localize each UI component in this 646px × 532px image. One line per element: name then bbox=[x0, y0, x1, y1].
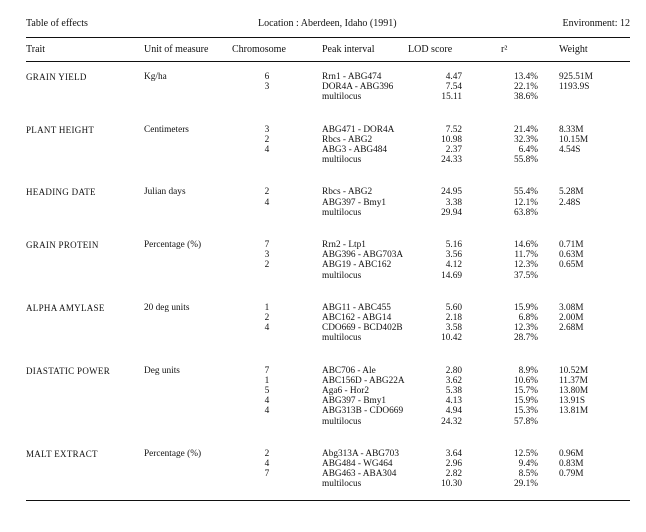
peak-interval-cell: ABG463 - ABA304 bbox=[322, 469, 397, 480]
peak-interval-cell: DOR4A - ABG396 bbox=[322, 82, 394, 93]
weight-cell: 10.52M bbox=[559, 365, 589, 376]
unit-of-measure: Julian days bbox=[144, 187, 186, 198]
lod-score-cell: 24.33 bbox=[441, 155, 462, 166]
r-squared-cell: 55.8% bbox=[513, 155, 538, 166]
lod-score-cell: 5.38 bbox=[445, 385, 462, 396]
chromosome-cell: 1 bbox=[264, 375, 270, 386]
trait-name: GRAIN YIELD bbox=[26, 72, 87, 82]
weight-cell: 13.91S bbox=[559, 396, 586, 407]
table-row bbox=[26, 376, 630, 386]
peak-interval-cell: ABG3 - ABG484 bbox=[322, 144, 388, 155]
document-header bbox=[26, 18, 630, 32]
trait-name: GRAIN PROTEIN bbox=[26, 240, 99, 250]
lod-score-cell: 14.69 bbox=[441, 270, 462, 281]
peak-interval-cell: Rbcs - ABG2 bbox=[322, 187, 373, 198]
r-squared-cell: 15.7% bbox=[513, 385, 538, 396]
r-squared-cell: 29.1% bbox=[513, 479, 538, 490]
unit-of-measure: Percentage (%) bbox=[144, 240, 202, 250]
table-row bbox=[26, 303, 630, 313]
chromosome-cell: 2 bbox=[264, 260, 270, 271]
r-squared-cell: 15.9% bbox=[513, 396, 538, 407]
lod-score-cell: 4.12 bbox=[445, 260, 462, 271]
multilocus-row bbox=[26, 92, 630, 102]
peak-interval-cell: Aga6 - Hor2 bbox=[322, 385, 369, 396]
lod-score-cell: 10.98 bbox=[441, 134, 462, 145]
r-squared-cell: 6.8% bbox=[518, 312, 538, 323]
weight-cell: 13.81M bbox=[559, 406, 589, 417]
chromosome-cell: 2 bbox=[264, 134, 270, 145]
peak-interval-cell: Rrn2 - Ltp1 bbox=[322, 240, 366, 250]
r-squared-cell: 12.3% bbox=[513, 260, 538, 271]
trait-group bbox=[26, 303, 630, 344]
table-row bbox=[26, 406, 630, 416]
weight-cell: 0.63M bbox=[559, 250, 584, 261]
table-row bbox=[26, 187, 630, 197]
table-row bbox=[26, 82, 630, 92]
lod-score-cell: 2.37 bbox=[445, 144, 462, 155]
weight-cell: 8.33M bbox=[559, 124, 584, 135]
chromosome-cell: 3 bbox=[264, 82, 270, 93]
unit-of-measure: Percentage (%) bbox=[144, 448, 202, 459]
r-squared-cell: 14.6% bbox=[513, 240, 538, 250]
weight-cell: 0.79M bbox=[559, 469, 584, 480]
column-header-row bbox=[26, 44, 630, 58]
weight-cell: 0.83M bbox=[559, 458, 584, 469]
lod-score-cell: 4.47 bbox=[445, 72, 462, 82]
chromosome-cell: 3 bbox=[264, 250, 270, 261]
weight-cell: 1193.9S bbox=[559, 82, 590, 93]
r-squared-cell: 8.9% bbox=[518, 365, 538, 376]
unit-of-measure: Kg/ha bbox=[144, 72, 167, 82]
chromosome-cell: 6 bbox=[264, 72, 270, 82]
table-row bbox=[26, 323, 630, 333]
lod-score-cell: 2.18 bbox=[445, 312, 462, 323]
lod-score-cell: 10.30 bbox=[441, 479, 462, 490]
lod-score-cell: 3.58 bbox=[445, 323, 462, 334]
multilocus-row bbox=[26, 155, 630, 165]
peak-interval-cell: Rrn1 - ABG474 bbox=[322, 72, 382, 82]
multilocus-row bbox=[26, 271, 630, 281]
peak-interval-cell: ABG396 - ABG703A bbox=[322, 250, 404, 261]
r-squared-cell: 15.3% bbox=[513, 406, 538, 417]
table-row bbox=[26, 469, 630, 479]
peak-interval-cell: multilocus bbox=[322, 333, 362, 344]
chromosome-cell: 4 bbox=[264, 323, 270, 334]
trait-group bbox=[26, 187, 630, 218]
lod-score-cell: 5.16 bbox=[445, 240, 462, 250]
weight-cell: 4.54S bbox=[559, 144, 581, 155]
r-squared-cell: 63.8% bbox=[513, 207, 538, 218]
multilocus-row bbox=[26, 479, 630, 489]
r-squared-cell: 32.3% bbox=[513, 134, 538, 145]
r-squared-cell: 11.7% bbox=[514, 250, 538, 261]
table-row bbox=[26, 260, 630, 270]
table-row bbox=[26, 366, 630, 376]
weight-cell: 2.00M bbox=[559, 312, 584, 323]
r-squared-cell: 12.5% bbox=[513, 448, 538, 459]
r-squared-cell: 10.6% bbox=[513, 375, 538, 386]
weight-cell: 2.68M bbox=[559, 323, 584, 334]
weight-cell: 0.65M bbox=[559, 260, 584, 271]
chromosome-cell: 4 bbox=[264, 144, 270, 155]
r-squared-cell: 15.9% bbox=[513, 302, 538, 313]
lod-score-cell: 3.56 bbox=[445, 250, 462, 261]
top-rule bbox=[26, 37, 630, 38]
lod-score-cell: 4.13 bbox=[445, 396, 462, 407]
weight-cell: 3.08M bbox=[559, 302, 584, 313]
peak-interval-cell: multilocus bbox=[322, 92, 362, 103]
trait-group bbox=[26, 449, 630, 490]
column-header-chromosome: Chromosome bbox=[232, 44, 286, 55]
trait-name: ALPHA AMYLASE bbox=[26, 302, 105, 313]
table-row bbox=[26, 449, 630, 459]
table-row bbox=[26, 72, 630, 82]
table-row bbox=[26, 198, 630, 208]
trait-name: PLANT HEIGHT bbox=[26, 124, 95, 135]
chromosome-cell: 4 bbox=[264, 197, 270, 208]
peak-interval-cell: ABG484 - WG464 bbox=[322, 458, 393, 469]
table-row bbox=[26, 125, 630, 135]
lod-score-cell: 7.54 bbox=[445, 82, 462, 93]
column-header-weight: Weight bbox=[559, 44, 588, 55]
column-header-peak-interval: Peak interval bbox=[322, 44, 375, 55]
peak-interval-cell: ABG313B - CDO669 bbox=[322, 406, 404, 417]
chromosome-cell: 2 bbox=[264, 448, 270, 459]
lod-score-cell: 24.95 bbox=[441, 187, 462, 198]
peak-interval-cell: multilocus bbox=[322, 416, 362, 427]
r-squared-cell: 22.1% bbox=[513, 82, 538, 93]
peak-interval-cell: ABG397 - Bmy1 bbox=[322, 396, 387, 407]
trait-group bbox=[26, 125, 630, 166]
table-row bbox=[26, 459, 630, 469]
trait-group bbox=[26, 366, 630, 427]
chromosome-cell: 2 bbox=[264, 312, 270, 323]
r-squared-cell: 28.7% bbox=[513, 333, 538, 344]
table-row bbox=[26, 313, 630, 323]
peak-interval-cell: ABG471 - DOR4A bbox=[322, 124, 395, 135]
r-squared-cell: 9.4% bbox=[518, 458, 538, 469]
peak-interval-cell: Abg313A - ABG703 bbox=[322, 448, 399, 459]
column-header-trait: Trait bbox=[26, 44, 46, 55]
column-header-r-squared: r² bbox=[501, 44, 508, 55]
bottom-rule bbox=[26, 500, 630, 501]
lod-score-cell: 10.42 bbox=[441, 333, 462, 344]
r-squared-cell: 6.4% bbox=[518, 144, 538, 155]
weight-cell: 10.15M bbox=[559, 134, 589, 145]
peak-interval-cell: ABG11 - ABC455 bbox=[322, 302, 391, 313]
location-label: Location : Aberdeen, Idaho (1991) bbox=[258, 18, 397, 29]
chromosome-cell: 1 bbox=[264, 302, 270, 313]
table-row bbox=[26, 135, 630, 145]
chromosome-cell: 2 bbox=[264, 187, 270, 198]
weight-cell: 925.51M bbox=[559, 72, 593, 82]
peak-interval-cell: ABC156D - ABG22A bbox=[322, 375, 405, 386]
chromosome-cell: 5 bbox=[264, 385, 270, 396]
r-squared-cell: 13.4% bbox=[513, 72, 538, 82]
r-squared-cell: 21.4% bbox=[513, 124, 538, 135]
chromosome-cell: 7 bbox=[264, 365, 270, 376]
unit-of-measure: 20 deg units bbox=[144, 302, 190, 313]
peak-interval-cell: ABC706 - Ale bbox=[322, 365, 376, 376]
weight-cell: 11.37M bbox=[559, 375, 588, 386]
r-squared-cell: 12.3% bbox=[513, 323, 538, 334]
lod-score-cell: 15.11 bbox=[441, 92, 462, 103]
chromosome-cell: 4 bbox=[264, 396, 270, 407]
table-row bbox=[26, 240, 630, 250]
r-squared-cell: 8.5% bbox=[518, 469, 538, 480]
peak-interval-cell: multilocus bbox=[322, 479, 362, 490]
chromosome-cell: 7 bbox=[264, 240, 270, 250]
weight-cell: 0.96M bbox=[559, 448, 584, 459]
chromosome-cell: 4 bbox=[264, 458, 270, 469]
column-header-lod-score: LOD score bbox=[408, 44, 453, 55]
lod-score-cell: 3.38 bbox=[445, 197, 462, 208]
peak-interval-cell: multilocus bbox=[322, 270, 362, 281]
trait-group bbox=[26, 72, 630, 103]
peak-interval-cell: ABC162 - ABG14 bbox=[322, 312, 392, 323]
peak-interval-cell: multilocus bbox=[322, 207, 362, 218]
weight-cell: 2.48S bbox=[559, 197, 581, 208]
table-row bbox=[26, 250, 630, 260]
column-header-unit: Unit of measure bbox=[144, 44, 209, 55]
trait-name: MALT EXTRACT bbox=[26, 448, 98, 459]
r-squared-cell: 37.5% bbox=[513, 270, 538, 281]
table-row bbox=[26, 386, 630, 396]
peak-interval-cell: multilocus bbox=[322, 155, 362, 166]
chromosome-cell: 4 bbox=[264, 406, 270, 417]
peak-interval-cell: Rbcs - ABG2 bbox=[322, 134, 373, 145]
weight-cell: 5.28M bbox=[559, 187, 584, 198]
weight-cell: 0.71M bbox=[559, 240, 584, 250]
environment-label: Environment: 12 bbox=[562, 18, 630, 29]
lod-score-cell: 5.60 bbox=[445, 302, 462, 313]
lod-score-cell: 2.96 bbox=[445, 458, 462, 469]
lod-score-cell: 7.52 bbox=[445, 124, 462, 135]
lod-score-cell: 3.64 bbox=[445, 448, 462, 459]
header-rule bbox=[26, 61, 630, 62]
r-squared-cell: 57.8% bbox=[513, 416, 538, 427]
lod-score-cell: 24.32 bbox=[441, 416, 462, 427]
r-squared-cell: 55.4% bbox=[513, 187, 538, 198]
multilocus-row bbox=[26, 417, 630, 427]
lod-score-cell: 3.62 bbox=[445, 375, 462, 386]
multilocus-row bbox=[26, 333, 630, 343]
r-squared-cell: 12.1% bbox=[513, 197, 538, 208]
unit-of-measure: Deg units bbox=[144, 365, 180, 376]
trait-group bbox=[26, 240, 630, 281]
chromosome-cell: 3 bbox=[264, 124, 270, 135]
unit-of-measure: Centimeters bbox=[144, 124, 189, 135]
peak-interval-cell: ABG397 - Bmy1 bbox=[322, 197, 387, 208]
peak-interval-cell: CDO669 - BCD402B bbox=[322, 323, 403, 334]
table-title: Table of effects bbox=[26, 18, 88, 29]
trait-name: HEADING DATE bbox=[26, 187, 96, 198]
lod-score-cell: 2.80 bbox=[445, 365, 462, 376]
lod-score-cell: 4.94 bbox=[445, 406, 462, 417]
r-squared-cell: 38.6% bbox=[513, 92, 538, 103]
table-row bbox=[26, 396, 630, 406]
multilocus-row bbox=[26, 208, 630, 218]
peak-interval-cell: ABG19 - ABC162 bbox=[322, 260, 392, 271]
lod-score-cell: 2.82 bbox=[445, 469, 462, 480]
lod-score-cell: 29.94 bbox=[441, 207, 462, 218]
trait-name: DIASTATIC POWER bbox=[26, 365, 111, 376]
weight-cell: 13.80M bbox=[559, 385, 589, 396]
table-row bbox=[26, 145, 630, 155]
chromosome-cell: 7 bbox=[264, 469, 270, 480]
